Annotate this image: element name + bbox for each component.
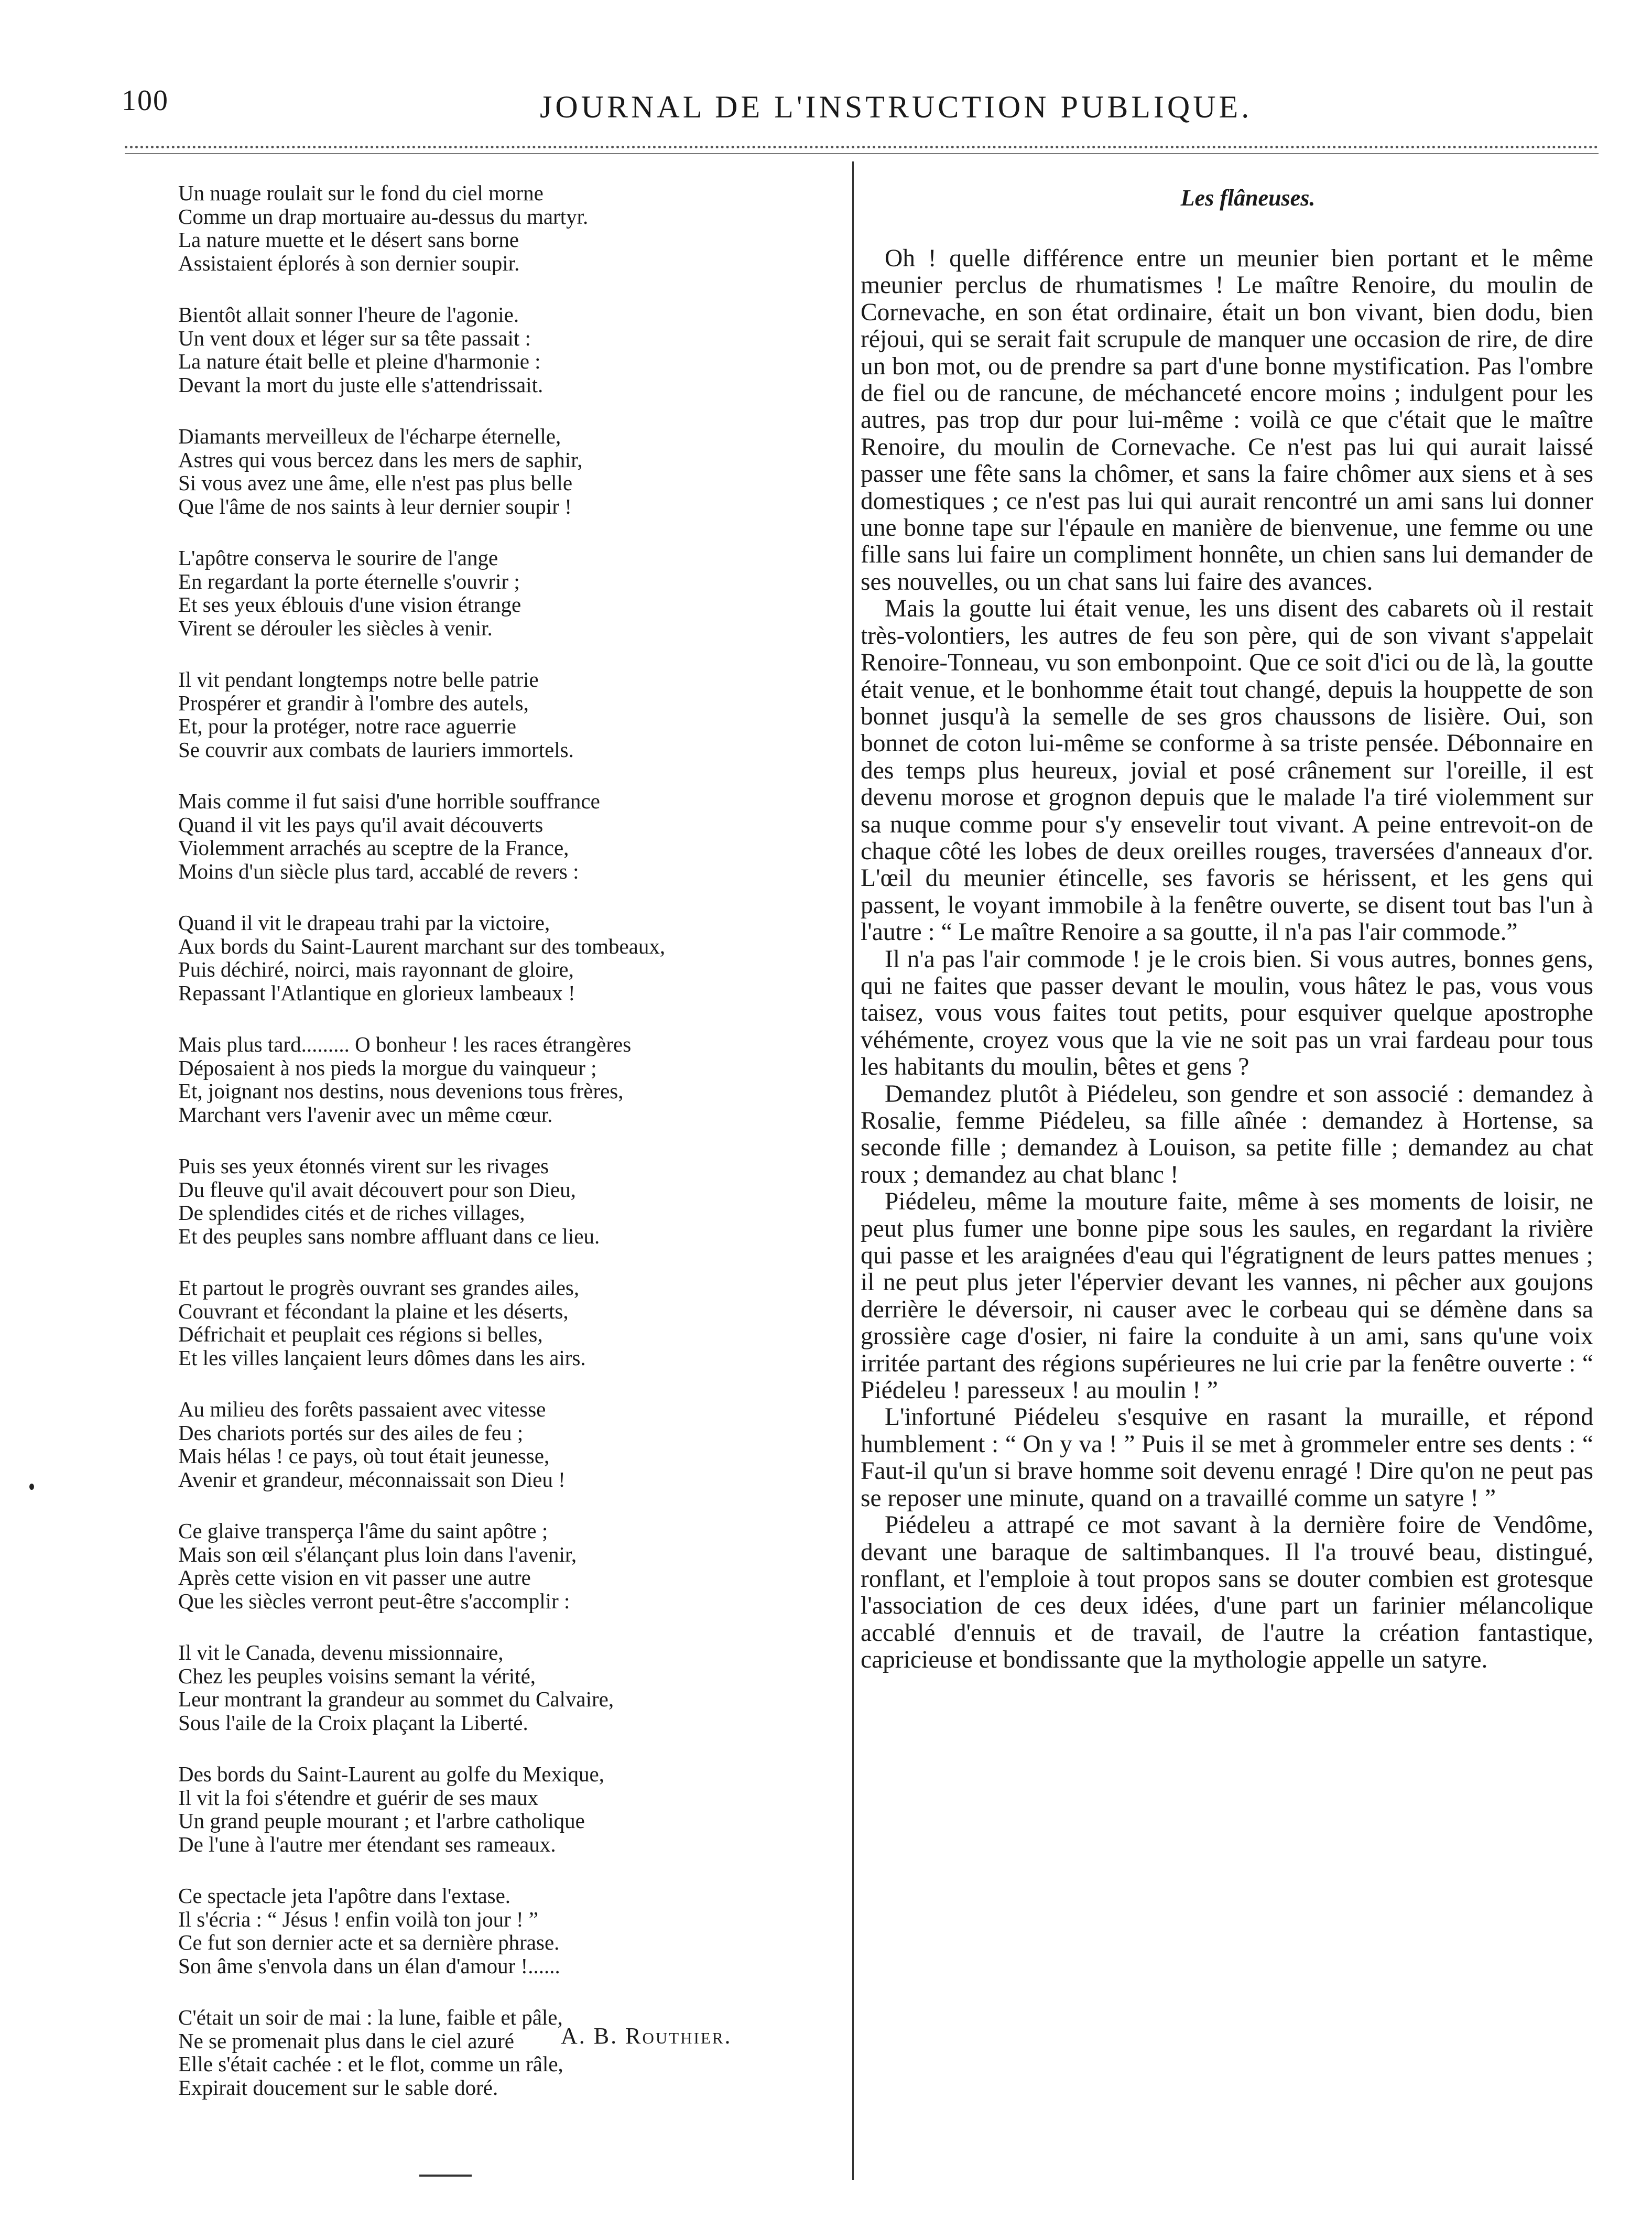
poem-line: Ce glaive transperça l'âme du saint apôtre ; [178, 1519, 548, 1543]
article-paragraph-2: Mais la goutte lui était venue, les uns disent des cabarets où il restait très-volontiers, les autres de feu son père, qui de son vivant s'appelait Renoire-Tonneau, vu son embonpoint. Que ce soit d'ici ou de là, la goutte était venue, et le bonhomme était tout changé, depuis la houppette de son bonnet jusqu'à la semelle de ses gros chaussons de lisière. Oui, son bonnet de coton lui-même se conforme à sa triste pensée. Débonnaire en des temps plus heureux, jovial et posé crânement sur l'oreille, il est devenu morose et grognon depuis que le malade l'a tiré violemment sur sa nuque comme pour s'y ensevelir tout vivant. A peine entrevoit-on de chaque côté les lobes de deux oreilles rouges, traversées d'anneaux d'or. L'œil du meunier étincelle, ses favoris se hérissent, et les gens qui passent, le voyant immobile à la fenêtre ouverte, se disent tout bas l'un à l'autre : “ Le maître Renoire a sa goutte, il n'a pas l'air commode.” [861, 595, 1593, 946]
poem-line: Astres qui vous bercez dans les mers de saphir, [178, 447, 583, 472]
poem-line: Prospérer et grandir à l'ombre des autels, [178, 690, 529, 715]
column-divider [852, 161, 854, 2180]
poem-line: Marchant vers l'avenir avec un même cœur. [178, 1102, 553, 1127]
article-paragraph-3: Il n'a pas l'air commode ! je le crois bien. Si vous autres, bonnes gens, qui ne faites que passer devant le moulin, vous hâtez le pas, vous vous taisez, vous vous faites tout petits, pour esquiver quelque apostrophe véhémente, croyez vous que la vie ne soit pas un vrai fardeau pour tous les habitants du moulin, bêtes et gens ? [861, 945, 1593, 1081]
poem-line: Défrichait et peuplait ces régions si belles, [178, 1322, 543, 1346]
poem-line: Que les siècles verront peut-être s'accomplir : [178, 1588, 570, 1613]
poem-line: Comme un drap mortuaire au-dessus du martyr. [178, 204, 589, 229]
article-paragraph-6: L'infortuné Piédeleu s'esquive en rasant la muraille, et répond humblement : “ On y va ! ” Puis il se met à grommeler entre ses dents : “ Faut-il qu'un si brave homme soit devenu enragé ! Dire qu'on ne peut pas se reposer une minute, quand on a travaillé comme un satyre ! ” [861, 1403, 1593, 1512]
poem-line: Repassant l'Atlantique en glorieux lambeaux ! [178, 980, 575, 1005]
poem-stanza [178, 1519, 833, 1613]
poem-line: Ce fut son dernier acte et sa dernière phrase. [178, 1930, 560, 1954]
poem-line: Leur montrant la grandeur au sommet du Calvaire, [178, 1687, 614, 1711]
poem-line: La nature était belle et pleine d'harmonie : [178, 349, 541, 373]
article-paragraph-1: Oh ! quelle différence entre un meunier bien portant et le même meunier perclus de rhumatismes ! Le maître Renoire, du moulin de Cornevache, en son état ordinaire, était un bon vivant, bien dodu, bien réjoui, qui se serait fait scrupule de manquer une occasion de rire, de dire un bon mot, ou de prendre sa part d'une bonne mystification. Pas l'ombre de fiel ou de rancune, de méchanceté encore moins ; indulgent pour les autres, pas trop dur pour lui-même : voilà ce que c'était que le maître Renoire, du moulin de Cornevache. Ce n'est pas lui qui aurait laissé passer une fête sans la chômer, et sans la faire chômer aux siens et à ses domestiques ; ce n'est pas lui qui aurait rencontré un ami sans lui donner une bonne tape sur l'épaule en manière de bienvenue, une femme ou une fille sans lui faire un compliment honnête, un chien sans lui demander de ses nouvelles, ou un chat sans lui faire des avances. [861, 245, 1593, 596]
page-number: 100 [122, 84, 169, 117]
poem-line: Ne se promenait plus dans le ciel azuré [178, 2028, 514, 2053]
poem-line: Devant la mort du juste elle s'attendrissait. [178, 372, 544, 397]
poem-stanza [178, 2006, 833, 2099]
poem-line: Mais plus tard......... O bonheur ! les races étrangères [178, 1032, 632, 1056]
poem-line: Assistaient éplorés à son dernier soupir. [178, 251, 520, 275]
poem-line: Des chariots portés sur des ailes de feu ; [178, 1420, 524, 1445]
poem-line: C'était un soir de mai : la lune, faible et pâle, [178, 2005, 563, 2029]
poem-line: Du fleuve qu'il avait découvert pour son Dieu, [178, 1177, 576, 1202]
poem-line: Il vit pendant longtemps notre belle patrie [178, 667, 539, 691]
poem-line: Déposaient à nos pieds la morgue du vainqueur ; [178, 1055, 597, 1080]
poem-line: Virent se dérouler les siècles à venir. [178, 615, 493, 640]
poem-line: Aux bords du Saint-Laurent marchant sur des tombeaux, [178, 934, 666, 958]
poem-line: Et, joignant nos destins, nous devenions tous frères, [178, 1079, 624, 1103]
poem-line: Diamants merveilleux de l'écharpe éternelle, [178, 424, 561, 448]
article-paragraph-4: Demandez plutôt à Piédeleu, son gendre et son associé : demandez à Rosalie, femme Piédeleu, sa fille aînée : demandez à Hortense, sa seconde fille ; demandez à Louison, sa petite fille ; demandez au chat roux ; demandez au chat blanc ! [861, 1080, 1593, 1188]
poem-line: Moins d'un siècle plus tard, accablé de revers : [178, 859, 579, 883]
poem-line: De l'une à l'autre mer étendant ses rameaux. [178, 1832, 556, 1856]
running-title: JOURNAL DE L'INSTRUCTION PUBLIQUE. [540, 90, 1253, 124]
poem-line: Se couvrir aux combats de lauriers immortels. [178, 737, 574, 762]
poem-line: De splendides cités et de riches villages, [178, 1201, 525, 1225]
poem-stanza [178, 1398, 833, 1491]
article-paragraph-5: Piédeleu, même la mouture faite, même à ses moments de loisir, ne peut plus fumer une bonne pipe sous les saules, en regardant la rivière qui passe et les araignées d'eau qui l'égratignent de leurs pattes menues ; il ne peut plus jeter l'épervier devant les vannes, ni pêcher aux goujons derrière le déversoir, ni causer avec le corbeau qui se démène dans sa grossière cage d'osier, ni faire la conduite à un ami, sans qu'une voix irritée partant des régions supérieures ne lui crie par la fenêtre ouverte : “ Piédeleu ! paresseux ! au moulin ! ” [861, 1188, 1593, 1404]
header-dotted-rule [125, 146, 1599, 148]
poem-line: Il vit la foi s'étendre et guérir de ses maux [178, 1785, 539, 1810]
poem-line: Avenir et grandeur, méconnaissait son Dieu ! [178, 1467, 566, 1491]
poem-stanza [178, 1884, 833, 1977]
poem-line: Puis ses yeux étonnés virent sur les rivages [178, 1154, 549, 1178]
poem-line: Sous l'aile de la Croix plaçant la Liberté. [178, 1710, 528, 1735]
poem-line: Un vent doux et léger sur sa tête passait : [178, 326, 531, 350]
poem-line: Un nuage roulait sur le fond du ciel morne [178, 181, 544, 205]
header-rule [125, 153, 1599, 154]
end-rule [419, 2175, 472, 2177]
poem-line: Et partout le progrès ouvrant ses grandes ailes, [178, 1275, 580, 1300]
poem-line: En regardant la porte éternelle s'ouvrir ; [178, 569, 520, 593]
poem-line: Et des peuples sans nombre affluant dans ce lieu. [178, 1224, 600, 1248]
article-paragraph-7: Piédeleu a attrapé ce mot savant à la dernière foire de Vendôme, devant une baraque de saltimbanques. Il l'a trouvé beau, distingué, ronflant, et l'emploie à tout propos sans se douter combien est grotesque l'association de ces deux idées, d'une part un farinier mélancolique accablé d'ennuis et de travail, de l'autre la création fantastique, capricieuse et bondissante que la mythologie appelle un satyre. [861, 1511, 1593, 1674]
poem-line: Et ses yeux éblouis d'une vision étrange [178, 592, 521, 617]
poem-line: Et les villes lançaient leurs dômes dans les airs. [178, 1345, 586, 1370]
poem-stanza [178, 1154, 833, 1248]
poem-line: Des bords du Saint-Laurent au golfe du Mexique, [178, 1762, 604, 1786]
ink-speck [29, 1484, 34, 1490]
poem-stanza [178, 546, 833, 640]
article-column [861, 181, 1593, 1674]
poem-stanza [178, 425, 833, 518]
poem-line: Expirait doucement sur le sable doré. [178, 2075, 498, 2100]
poem-column [178, 181, 833, 2127]
poem-line: Quand il vit les pays qu'il avait découverts [178, 812, 544, 837]
poem-line: La nature muette et le désert sans borne [178, 228, 519, 252]
poem-stanza [178, 911, 833, 1004]
poem-signature: A. B. Routhier. [561, 2023, 732, 2049]
poem-line: Mais comme il fut saisi d'une horrible souffrance [178, 789, 600, 813]
poem-line: Un grand peuple mourant ; et l'arbre catholique [178, 1809, 585, 1833]
poem-stanza [178, 1641, 833, 1734]
poem-line: Violemment arrachés au sceptre de la France, [178, 836, 569, 860]
poem-line: Il vit le Canada, devenu missionnaire, [178, 1640, 504, 1664]
poem-line: Mais hélas ! ce pays, où tout était jeunesse, [178, 1444, 550, 1468]
poem-line: Elle s'était cachée : et le flot, comme un râle, [178, 2052, 563, 2076]
poem-line: Couvrant et fécondant la plaine et les déserts, [178, 1299, 569, 1323]
poem-line: Son âme s'envola dans un élan d'amour !...... [178, 1953, 560, 1978]
poem-line: Puis déchiré, noirci, mais rayonnant de gloire, [178, 957, 574, 981]
poem-line: Il s'écria : “ Jésus ! enfin voilà ton jour ! ” [178, 1907, 539, 1931]
poem-stanza [178, 1276, 833, 1369]
poem-stanza [178, 790, 833, 883]
poem-stanza [178, 181, 833, 275]
poem-line: Après cette vision en vit passer une autre [178, 1565, 531, 1589]
poem-stanza [178, 668, 833, 761]
poem-line: Si vous avez une âme, elle n'est pas plus belle [178, 471, 573, 495]
poem-line: Mais son œil s'élançant plus loin dans l'avenir, [178, 1542, 577, 1566]
poem-stanza [178, 1033, 833, 1126]
poem-stanza [178, 303, 833, 396]
poem-line: L'apôtre conserva le sourire de l'ange [178, 546, 498, 570]
poem-line: Ce spectacle jeta l'apôtre dans l'extase. [178, 1884, 511, 1908]
poem-line: Que l'âme de nos saints à leur dernier soupir ! [178, 494, 572, 518]
poem-line: Quand il vit le drapeau trahi par la victoire, [178, 911, 550, 935]
poem-line: Bientôt allait sonner l'heure de l'agonie. [178, 302, 519, 327]
poem-stanza [178, 1762, 833, 1856]
article-title: Les flâneuses. [1180, 185, 1316, 211]
poem-line: Chez les peuples voisins semant la vérité, [178, 1663, 536, 1688]
poem-line: Et, pour la protéger, notre race aguerrie [178, 714, 516, 738]
poem-line: Au milieu des forêts passaient avec vitesse [178, 1397, 546, 1421]
